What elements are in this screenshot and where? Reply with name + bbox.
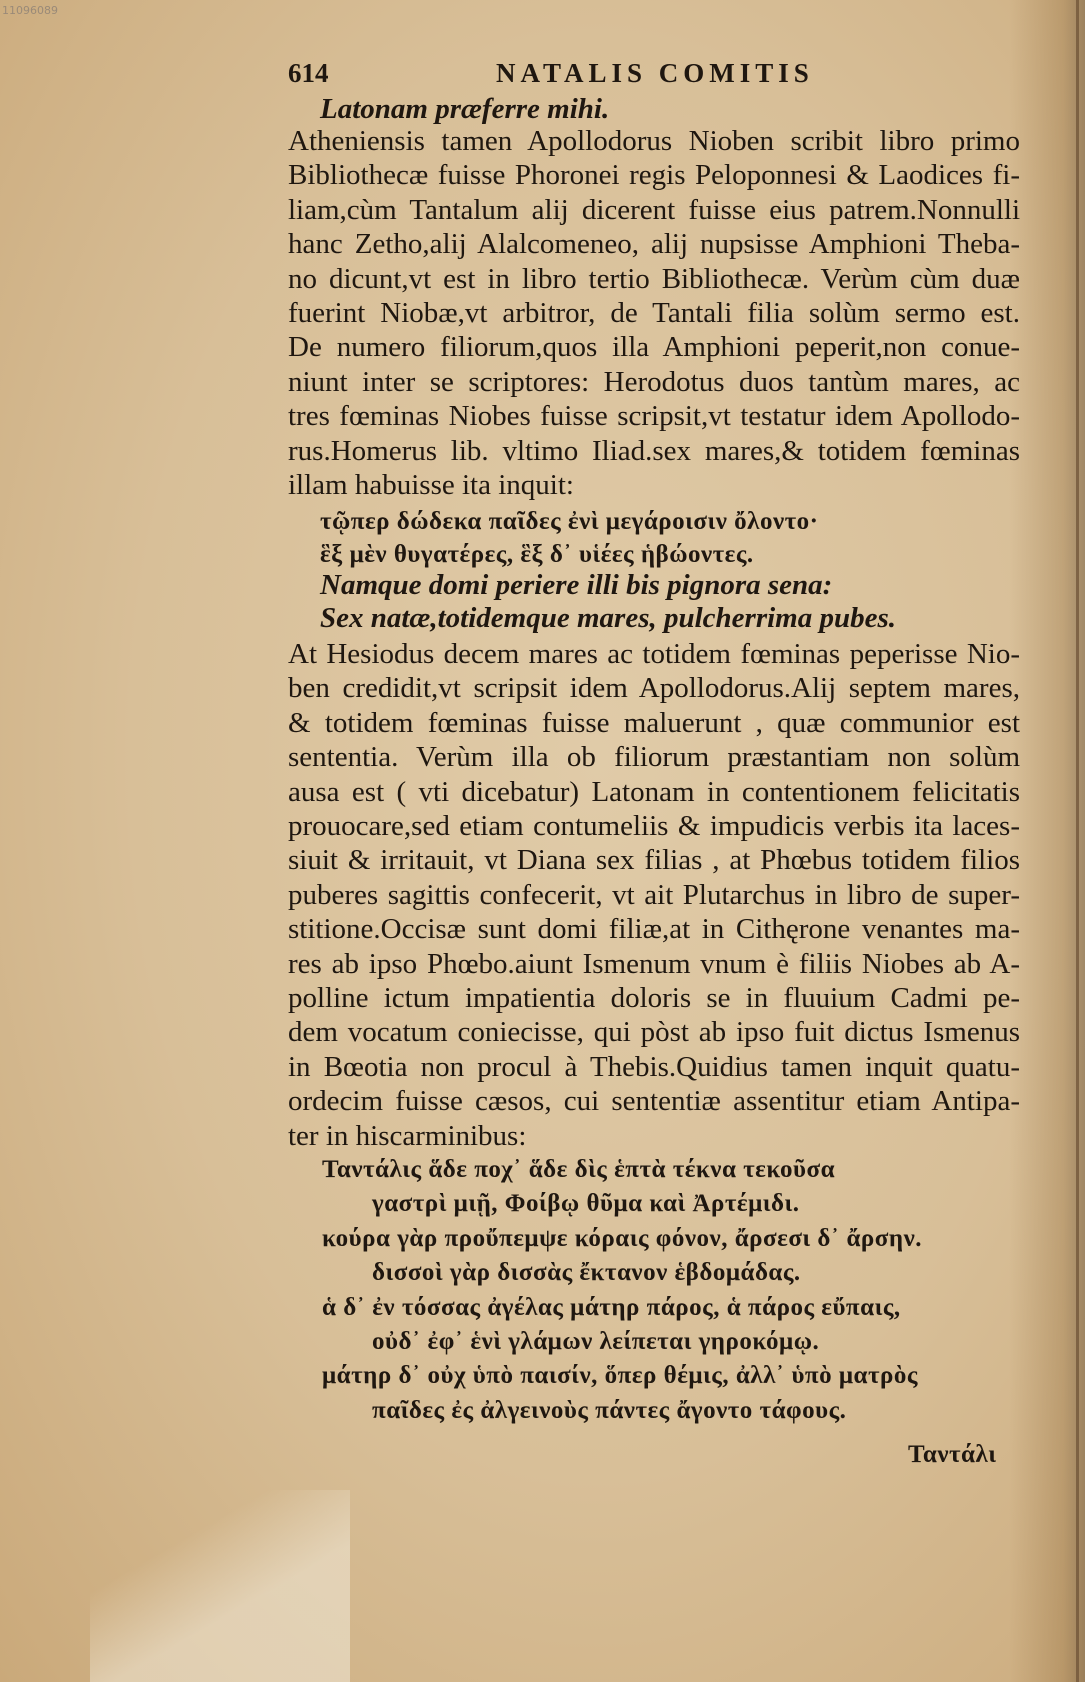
text-line: polline ictum impatientia doloris se in fluuium Cadmi pe- — [288, 982, 1020, 1014]
latin-verse-line: Namque domi periere illi bis pignora sena: — [320, 569, 833, 601]
text-line: tres fœminas Niobes fuisse scripsit,vt testatur idem Apollodo- — [288, 400, 1020, 433]
text-line: dem vocatum coniecisse, qui pòst ab ipso fuit dictus Ismenus — [288, 1016, 1020, 1049]
text-line: no dicunt,vt est in libro tertio Bibliothecæ. Verùm cùm duæ — [288, 262, 1020, 295]
text-line: liam,cùm Tantalum alij dicerent fuisse eius patrem.Nonnulli — [288, 193, 1020, 226]
text-line: fuerint Niobæ,vt arbitror, de Tantali filia solùm sermo est. — [288, 297, 1020, 329]
text-line: ordecim fuisse cæsos, cui sententiæ assentitur etiam Antipa- — [288, 1085, 1020, 1118]
scan-id: 11096089 — [2, 4, 58, 17]
text-line: & totidem fœminas fuisse maluerunt , quæ communior est — [288, 706, 1020, 739]
opening-verse: Latonam præferre mihi. — [320, 93, 610, 125]
catchword: Ταντάλι — [908, 1441, 997, 1468]
greek-epigram-line: δισσοὶ γὰρ δισσὰς ἔκτανον ἑβδομάδας. — [372, 1259, 801, 1287]
greek-epigram-line: ἁ δ᾽ ἐν τόσσας ἀγέλας μάτηρ πάρος, ἁ πάρος εὔπαις, — [322, 1293, 901, 1321]
page-number: 614 — [288, 58, 329, 88]
text-line: illam habuisse ita inquit: — [288, 469, 574, 501]
latin-verse-line: Sex natæ,totidemque mares, pulcherrima pubes. — [320, 602, 897, 634]
greek-epigram-line: κούρα γὰρ προὔπεμψε κόραις φόνον, ἄρσεσι δ᾽ ἄρσην. — [322, 1224, 923, 1252]
greek-epigram-line: μάτηρ δ᾽ οὐχ ὑπὸ παισίν, ὅπερ θέμις, ἀλλ᾽ ὑπὸ ματρὸς — [322, 1362, 918, 1390]
text-line: prouocare,sed etiam contumeliis & impudicis verbis ita laces- — [288, 810, 1020, 842]
text-line: hanc Zetho,alij Alalcomeneo, alij nupsisse Amphioni Theba- — [288, 228, 1020, 261]
greek-verse-line: ἓξ μὲν θυγατέρες, ἓξ δ᾽ υἱέες ἡβώοντες. — [320, 541, 754, 568]
text-line: ausa est ( vti dicebatur) Latonam in contentionem felicitatis — [288, 775, 1020, 808]
text-line: At Hesiodus decem mares ac totidem fœminas peperisse Nio- — [288, 638, 1020, 670]
running-title: NATALIS COMITIS — [496, 58, 814, 88]
text-line: puberes sagittis confecerit, vt ait Plutarchus in libro de super- — [288, 878, 1020, 911]
text-line: De numero filiorum,quos illa Amphioni peperit,non conue- — [288, 331, 1020, 364]
greek-epigram-line: παῖδες ἐς ἀλγεινοὺς πάντες ἄγοντο τάφους. — [372, 1396, 847, 1424]
text-line: rus.Homerus lib. vltimo Iliad.sex mares,& totidem fœminas — [288, 434, 1020, 467]
greek-epigram-line: οὐδ᾽ ἐφ᾽ ἑνὶ γλάμων λείπεται γηροκόμῳ. — [372, 1328, 820, 1355]
greek-epigram-line: Ταντάλις ἅδε ποχ᾽ ἅδε δὶς ἑπτὰ τέκνα τεκοῦσα — [322, 1156, 836, 1183]
text-line: in Bœotia non procul à Thebis.Quidius tamen inquit quatu- — [288, 1050, 1020, 1083]
text-line: niunt inter se scriptores: Herodotus duos tantùm mares, ac — [288, 365, 1020, 398]
greek-epigram-line: γαστρὶ μιῇ, Φοίβῳ θῦμα καὶ Ἀρτέμιδι. — [372, 1190, 800, 1218]
text-line: ter in hiscarminibus: — [288, 1119, 527, 1152]
binding-edge — [1076, 0, 1079, 1682]
text-line: stitione.Occisæ sunt domi filiæ,at in Cithęrone venantes ma- — [288, 913, 1020, 946]
text-line: sententia. Verùm illa ob filiorum præstantiam non solùm — [288, 741, 1020, 774]
text-line: siuit & irritauit, vt Diana sex filias , at Phœbus totidem filios — [288, 844, 1020, 877]
text-line: res ab ipso Phœbo.aiunt Ismenum vnum è filiis Niobes ab A- — [288, 947, 1020, 980]
text-line: ben credidit,vt scripsit idem Apollodorus.Alij septem mares, — [288, 672, 1020, 705]
text-line: Atheniensis tamen Apollodorus Nioben scribit libro primo — [288, 125, 1020, 157]
text-line: Bibliothecæ fuisse Phoronei regis Peloponnesi & Laodices fi- — [288, 159, 1020, 192]
paper-discoloration — [90, 1490, 350, 1682]
greek-verse-line: τῷπερ δώδεκα παῖδες ἐνὶ μεγάροισιν ὄλοντο· — [320, 508, 819, 535]
